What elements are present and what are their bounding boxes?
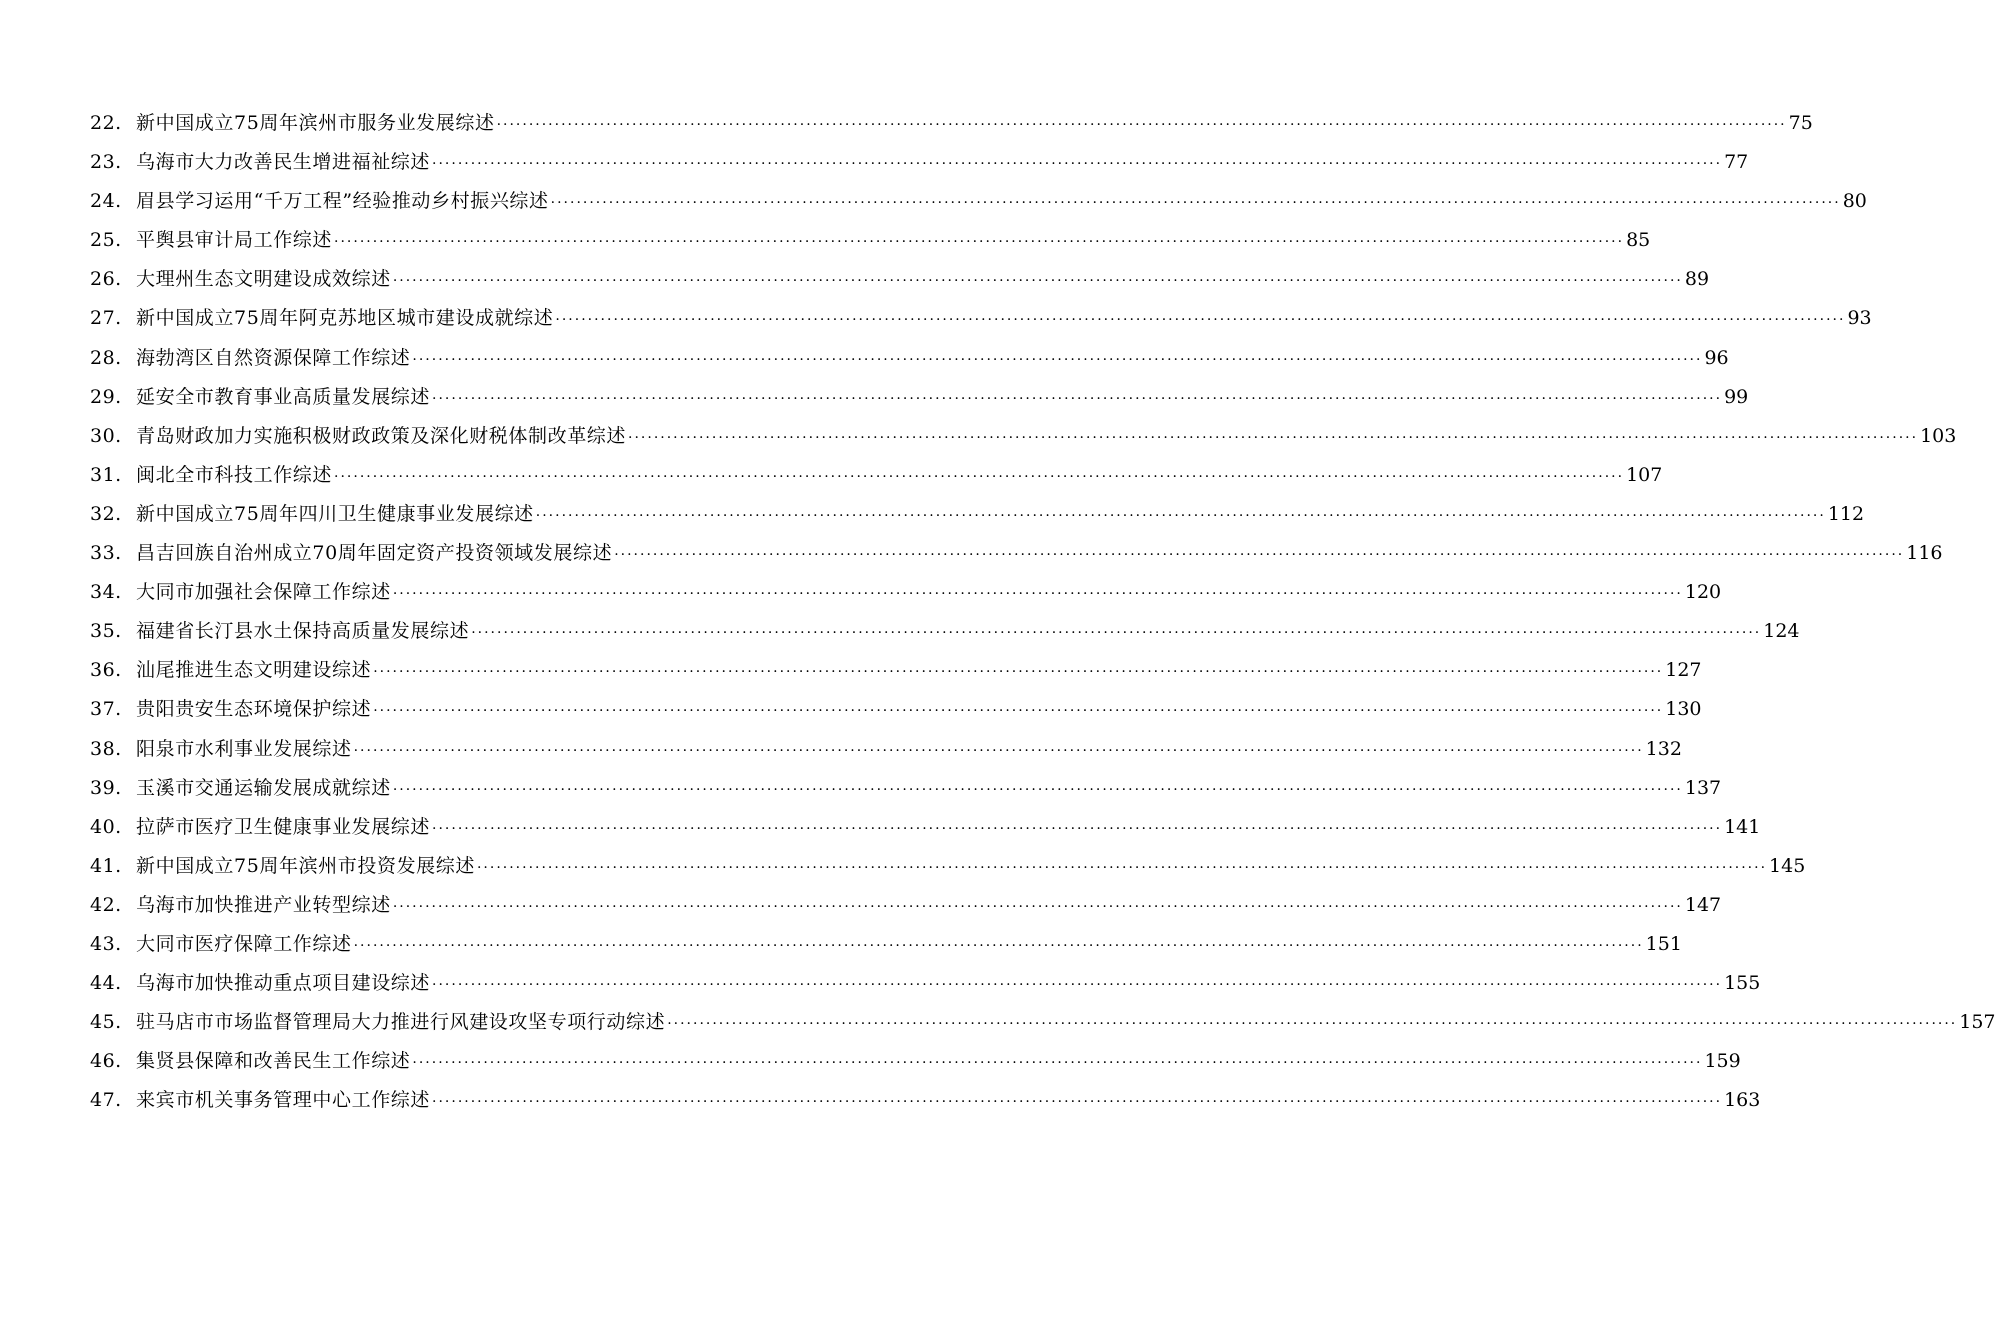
toc-entry-title: 拉萨市医疗卫生健康事业发展综述 [136, 815, 431, 838]
toc-entry-title: 乌海市大力改善民生增进福祉综述 [136, 151, 431, 174]
toc-entry-title: 福建省长汀县水土保持高质量发展综述 [136, 620, 470, 643]
toc-entry-title: 玉溪市交通运输发展成就综述 [136, 776, 391, 799]
toc-entry-leader-dots: ········································································································································································································ [535, 507, 1826, 524]
toc-entry-leader-dots: ········································································································································································································ [373, 664, 1664, 681]
toc-entry-number: 39. [90, 776, 122, 799]
toc-entry-number: 31. [90, 463, 122, 486]
toc-entry-page-number: 163 [1724, 1089, 1761, 1112]
toc-entry-page-number: 103 [1920, 424, 1957, 447]
toc-entry-leader-dots: ········································································································································································································ [432, 1094, 1723, 1111]
toc-entry-page-number: 145 [1769, 854, 1806, 877]
toc-entry-page-number: 99 [1724, 385, 1749, 408]
toc-entry-leader-dots: ········································································································································································································ [392, 898, 1683, 915]
toc-entry-page-number: 132 [1645, 737, 1682, 760]
toc-entry-title: 乌海市加快推动重点项目建设综述 [136, 972, 431, 995]
toc-entry-title: 新中国成立75周年滨州市投资发展综述 [136, 854, 475, 877]
toc-entry-number: 45. [90, 1011, 122, 1034]
toc-entry-leader-dots: ········································································································································································································ [412, 1055, 1703, 1072]
toc-entry-page-number: 112 [1827, 502, 1865, 525]
toc-entry[interactable] [90, 495, 1865, 534]
table-of-contents [90, 104, 1996, 1120]
toc-entry[interactable] [90, 964, 1761, 1003]
toc-entry-page-number: 127 [1665, 659, 1702, 682]
toc-entry-title: 新中国成立75周年滨州市服务业发展综述 [136, 112, 495, 134]
toc-entry-page-number: 96 [1704, 346, 1729, 369]
toc-entry-page-number: 157 [1959, 1011, 1996, 1034]
toc-entry-title: 新中国成立75周年四川卫生健康事业发展综述 [136, 502, 534, 525]
toc-entry-leader-dots: ········································································································································································································ [667, 1016, 1958, 1033]
toc-entry[interactable] [90, 808, 1761, 847]
toc-entry-leader-dots: ········································································································································································································ [471, 625, 1762, 642]
toc-entry-page-number: 120 [1684, 581, 1722, 604]
toc-entry-page-number: 89 [1684, 268, 1710, 291]
toc-entry-page-number: 77 [1724, 151, 1749, 174]
toc-entry[interactable] [90, 886, 1722, 925]
toc-entry-number: 35. [90, 620, 122, 643]
toc-entry-page-number: 155 [1724, 972, 1761, 995]
toc-entry-title: 大同市医疗保障工作综述 [136, 932, 352, 955]
toc-entry-page-number: 75 [1788, 112, 1813, 134]
toc-entry-number: 43. [90, 932, 122, 955]
toc-entry-leader-dots: ········································································································································································································ [432, 390, 1723, 407]
toc-entry-title: 延安全市教育事业高质量发展综述 [136, 385, 431, 408]
toc-entry-page-number: 124 [1763, 620, 1800, 643]
toc-entry-leader-dots: ········································································································································································································ [555, 312, 1846, 329]
toc-entry[interactable] [90, 925, 1682, 964]
toc-entry-leader-dots: ········································································································································································································ [353, 742, 1644, 759]
toc-entry-title: 大同市加强社会保障工作综述 [136, 581, 391, 604]
toc-entry[interactable] [90, 221, 1651, 260]
toc-entry-leader-dots: ········································································································································································································ [614, 547, 1905, 564]
toc-entry-title: 阳泉市水利事业发展综述 [136, 737, 352, 760]
toc-entry-title: 平舆县审计局工作综述 [136, 229, 333, 252]
toc-entry-number: 38. [90, 737, 122, 760]
toc-entry[interactable] [90, 104, 1813, 143]
toc-entry[interactable] [90, 260, 1710, 299]
toc-entry-page-number: 159 [1704, 1050, 1741, 1073]
toc-entry-title: 海勃湾区自然资源保障工作综述 [136, 346, 411, 369]
toc-entry-number: 36. [90, 659, 122, 682]
toc-entry[interactable] [90, 299, 1872, 338]
toc-entry[interactable] [90, 417, 1957, 456]
toc-entry-page-number: 151 [1645, 932, 1682, 955]
toc-entry[interactable] [90, 1081, 1761, 1120]
toc-entry-number: 44. [90, 972, 122, 995]
toc-entry-leader-dots: ········································································································································································································ [432, 156, 1723, 173]
toc-entry-leader-dots: ········································································································································································································ [392, 781, 1683, 798]
toc-entry-title: 新中国成立75周年阿克苏地区城市建设成就综述 [136, 307, 554, 330]
toc-entry-title: 来宾市机关事务管理中心工作综述 [136, 1089, 431, 1112]
toc-entry-number: 32. [90, 502, 122, 525]
toc-entry-leader-dots: ········································································································································································································ [496, 117, 1787, 133]
toc-entry[interactable] [90, 730, 1682, 769]
toc-entry[interactable] [90, 143, 1749, 182]
toc-entry-page-number: 147 [1684, 893, 1722, 916]
toc-entry-leader-dots: ········································································································································································································ [432, 977, 1723, 994]
toc-entry-page-number: 93 [1847, 307, 1872, 330]
toc-entry-number: 37. [90, 698, 122, 721]
toc-entry-page-number: 116 [1906, 542, 1943, 565]
toc-entry-leader-dots: ········································································································································································································ [373, 703, 1664, 720]
toc-entry-leader-dots: ········································································································································································································ [334, 468, 1625, 485]
toc-entry-leader-dots: ········································································································································································································ [628, 429, 1919, 446]
toc-entry-title: 集贤县保障和改善民生工作综述 [136, 1050, 411, 1073]
toc-entry-page-number: 107 [1626, 463, 1663, 486]
toc-entry-leader-dots: ········································································································································································································ [353, 937, 1644, 954]
toc-entry-title: 青岛财政加力实施积极财政政策及深化财税体制改革综述 [136, 424, 627, 447]
toc-entry-title: 乌海市加快推进产业转型综述 [136, 893, 391, 916]
toc-entry-page-number: 137 [1684, 776, 1722, 799]
toc-entry[interactable] [90, 339, 1729, 378]
toc-entry-number: 22. [90, 112, 122, 134]
toc-entry-number: 26. [90, 268, 122, 291]
toc-entry-page-number: 130 [1665, 698, 1702, 721]
toc-list [90, 104, 1996, 1120]
toc-entry[interactable] [90, 612, 1800, 651]
toc-entry-page-number: 80 [1842, 190, 1867, 213]
toc-entry-page-number: 85 [1626, 229, 1651, 252]
toc-entry[interactable] [90, 690, 1702, 729]
toc-entry-title: 眉县学习运用“千万工程”经验推动乡村振兴综述 [136, 190, 549, 213]
toc-entry-title: 闽北全市科技工作综述 [136, 463, 333, 486]
toc-entry-number: 30. [90, 424, 122, 447]
toc-entry-leader-dots: ········································································································································································································ [392, 586, 1683, 603]
toc-entry[interactable] [90, 573, 1722, 612]
toc-entry-number: 34. [90, 581, 122, 604]
toc-entry-number: 46. [90, 1050, 122, 1073]
toc-entry-number: 24. [90, 190, 122, 213]
toc-entry[interactable] [90, 1042, 1741, 1081]
toc-entry-page-number: 141 [1724, 815, 1761, 838]
toc-entry-title: 驻马店市市场监督管理局大力推进行风建设攻坚专项行动综述 [136, 1011, 666, 1034]
toc-entry-title: 大理州生态文明建设成效综述 [136, 268, 391, 291]
toc-entry-leader-dots: ········································································································································································································ [334, 234, 1625, 251]
toc-entry[interactable] [90, 378, 1749, 417]
toc-entry-number: 23. [90, 151, 122, 174]
toc-entry-number: 47. [90, 1089, 122, 1112]
toc-entry-title: 贵阳贵安生态环境保护综述 [136, 698, 372, 721]
toc-entry-number: 42. [90, 893, 122, 916]
toc-entry-number: 27. [90, 307, 122, 330]
toc-entry[interactable] [90, 456, 1663, 495]
toc-entry-title: 昌吉回族自治州成立70周年固定资产投资领域发展综述 [136, 542, 613, 565]
toc-entry[interactable] [90, 847, 1806, 886]
toc-entry-leader-dots: ········································································································································································································ [392, 273, 1683, 290]
toc-entry[interactable] [90, 1003, 1996, 1042]
toc-entry-number: 41. [90, 854, 122, 877]
toc-entry-leader-dots: ········································································································································································································ [412, 351, 1703, 368]
toc-entry-number: 29. [90, 385, 122, 408]
toc-entry-number: 28. [90, 346, 122, 369]
toc-entry[interactable] [90, 534, 1943, 573]
toc-entry[interactable] [90, 182, 1867, 221]
toc-entry[interactable] [90, 769, 1722, 808]
toc-entry-number: 40. [90, 815, 122, 838]
toc-entry-number: 25. [90, 229, 122, 252]
toc-entry[interactable] [90, 651, 1702, 690]
toc-entry-leader-dots: ········································································································································································································ [432, 820, 1723, 837]
toc-entry-leader-dots: ········································································································································································································ [476, 859, 1768, 876]
toc-entry-leader-dots: ········································································································································································································ [550, 195, 1841, 212]
toc-entry-title: 汕尾推进生态文明建设综述 [136, 659, 372, 682]
toc-entry-number: 33. [90, 542, 122, 565]
